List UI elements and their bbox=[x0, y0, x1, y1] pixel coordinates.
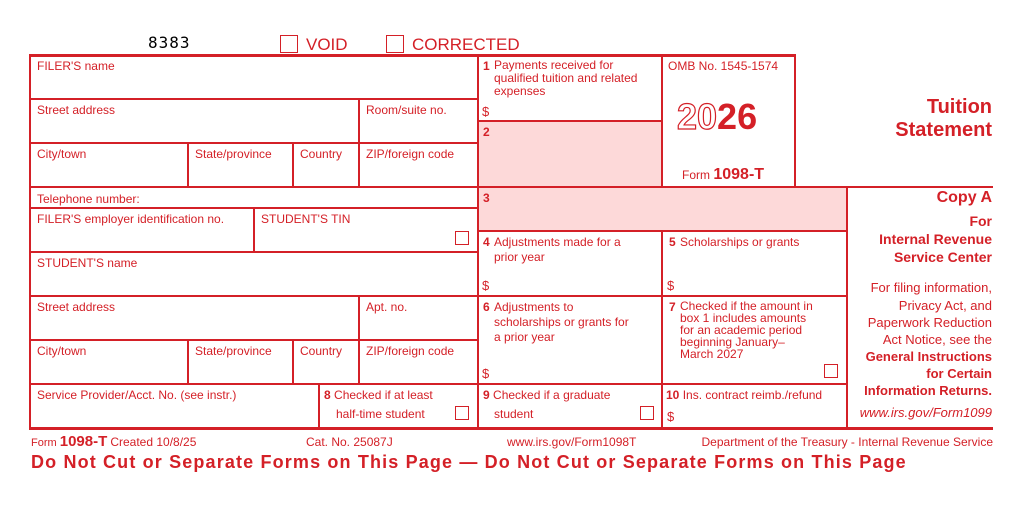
copy-gi-3: Information Returns. bbox=[864, 383, 992, 398]
filer-phone-label: Telephone number: bbox=[37, 192, 140, 206]
copy-info-3: Paperwork Reduction bbox=[867, 315, 992, 330]
filer-state-label: State/province bbox=[195, 147, 272, 161]
copy-gi-2: for Certain bbox=[926, 366, 992, 381]
divider bbox=[358, 142, 360, 188]
box-4-number: 4 bbox=[483, 235, 490, 249]
box-6-label: Adjustments to scholarships or grants for a prior year bbox=[494, 300, 629, 344]
tax-year bbox=[677, 96, 758, 137]
copy-gi-1: General Instructions bbox=[865, 349, 992, 364]
footer-url[interactable]: www.irs.gov/Form1098T bbox=[507, 435, 637, 449]
footer-dept: Department of the Treasury - Internal Revenue Service bbox=[701, 435, 993, 449]
frame-left-line bbox=[29, 54, 31, 428]
box-9-number: 9 bbox=[483, 388, 490, 402]
student-tin-checkbox[interactable] bbox=[455, 231, 469, 245]
student-country-label: Country bbox=[300, 344, 343, 358]
divider bbox=[477, 54, 479, 428]
footer-form bbox=[31, 433, 196, 450]
footer-created: Created 10/8/25 bbox=[110, 435, 197, 449]
box-7-checkbox[interactable] bbox=[824, 364, 838, 378]
frame-bottom-line bbox=[29, 427, 993, 430]
divider bbox=[29, 339, 479, 341]
filer-room-label: Room/suite no. bbox=[366, 103, 447, 117]
divider bbox=[477, 383, 848, 385]
student-zip-label: ZIP/foreign code bbox=[366, 344, 455, 358]
divider bbox=[846, 186, 848, 428]
filer-zip-label: ZIP/foreign code bbox=[366, 147, 455, 161]
box-4-dollar: $ bbox=[482, 278, 490, 293]
box-8-checkbox[interactable] bbox=[455, 406, 469, 420]
copy-info-4: Act Notice, see the bbox=[882, 332, 992, 347]
box-2-shade bbox=[479, 120, 662, 186]
box-7-label: Checked if the amount in box 1 includes amounts for an academic period beginning January– March 2027 bbox=[680, 299, 813, 361]
box-6-number: 6 bbox=[483, 300, 490, 314]
filer-street-label: Street address bbox=[37, 103, 116, 117]
divider bbox=[358, 339, 360, 385]
copy-url[interactable]: www.irs.gov/Form1099 bbox=[859, 405, 992, 420]
divider bbox=[292, 142, 294, 188]
divider bbox=[318, 383, 320, 429]
divider bbox=[187, 142, 189, 188]
void-checkbox[interactable] bbox=[280, 35, 298, 53]
form-number: 1098-T bbox=[713, 166, 765, 183]
box-10-label bbox=[666, 388, 822, 402]
service-provider-label: Service Provider/Acct. No. (see instr.) bbox=[37, 388, 237, 402]
box-3-number: 3 bbox=[483, 191, 490, 205]
divider bbox=[29, 98, 479, 100]
corrected-checkbox[interactable] bbox=[386, 35, 404, 53]
divider bbox=[358, 98, 360, 144]
divider bbox=[29, 186, 479, 188]
box-6-dollar: $ bbox=[482, 366, 490, 381]
student-name-label: STUDENT'S name bbox=[37, 256, 138, 270]
box-10-dollar: $ bbox=[667, 409, 675, 424]
copy-info-1: For filing information, bbox=[870, 280, 992, 295]
void-label: VOID bbox=[306, 35, 348, 54]
frame-top-line bbox=[29, 54, 795, 57]
copy-info-2: Privacy Act, and bbox=[898, 298, 992, 313]
box-8-text: Checked if at least bbox=[334, 388, 433, 402]
divider bbox=[477, 230, 848, 232]
box-8-number: 8 bbox=[324, 388, 331, 402]
footer-cat-no: Cat. No. 25087J bbox=[306, 435, 393, 449]
divider bbox=[29, 383, 479, 385]
divider bbox=[29, 142, 479, 144]
do-not-cut-warning: Do Not Cut or Separate Forms on This Page — Do Not Cut or Separate Forms on This Page bbox=[31, 452, 907, 472]
filer-city-label: City/town bbox=[37, 147, 87, 161]
divider bbox=[29, 295, 479, 297]
tax-year-outline: 20 bbox=[677, 96, 718, 137]
box-1-label: Payments received for qualified tuition and related expenses bbox=[494, 58, 638, 98]
box-1-dollar: $ bbox=[482, 104, 490, 119]
divider bbox=[661, 230, 663, 428]
tax-year-bold: 26 bbox=[717, 96, 758, 137]
omb-number: OMB No. 1545-1574 bbox=[668, 59, 779, 73]
box-4-label: Adjustments made for a prior year bbox=[494, 235, 621, 264]
form-title-line1: Tuition bbox=[926, 96, 992, 118]
box-9-checkbox[interactable] bbox=[640, 406, 654, 420]
form-title-line2: Statement bbox=[895, 119, 992, 141]
box-9-label bbox=[483, 388, 610, 402]
copy-a-label: Copy A bbox=[936, 189, 992, 206]
box-9-text: Checked if a graduate bbox=[493, 388, 611, 402]
box-3-shade bbox=[479, 186, 847, 230]
student-apt-label: Apt. no. bbox=[366, 300, 408, 314]
student-state-label: State/province bbox=[195, 344, 272, 358]
footer-form-number: 1098-T bbox=[59, 433, 108, 450]
divider bbox=[477, 295, 848, 297]
box-10-text: Ins. contract reimb./refund bbox=[682, 388, 823, 402]
box-5-number: 5 bbox=[669, 235, 676, 249]
divider bbox=[477, 186, 993, 188]
box-9-text-2: student bbox=[494, 407, 534, 421]
divider bbox=[794, 54, 796, 188]
divider bbox=[477, 120, 663, 122]
box-8-text-2: half-time student bbox=[336, 407, 425, 421]
student-tin-label: STUDENT'S TIN bbox=[261, 212, 351, 226]
form-code: 8383 bbox=[148, 33, 191, 52]
form-number-label bbox=[682, 166, 764, 184]
footer-form-word: Form bbox=[31, 437, 57, 449]
box-7-number: 7 bbox=[669, 300, 676, 314]
copy-for: For bbox=[969, 213, 992, 229]
box-10-number: 10 bbox=[666, 388, 680, 402]
box-5-label: Scholarships or grants bbox=[680, 235, 800, 249]
corrected-label: CORRECTED bbox=[412, 35, 520, 54]
filer-country-label: Country bbox=[300, 147, 343, 161]
copy-irs-line1: Internal Revenue bbox=[879, 231, 992, 247]
divider bbox=[253, 207, 255, 253]
filer-ein-label: FILER'S employer identification no. bbox=[37, 212, 225, 226]
divider bbox=[187, 339, 189, 385]
copy-irs-line2: Service Center bbox=[893, 249, 992, 265]
box-1-number: 1 bbox=[483, 59, 490, 73]
form-word: Form bbox=[682, 168, 710, 182]
filer-name-label: FILER'S name bbox=[37, 59, 115, 73]
divider bbox=[292, 339, 294, 385]
student-city-label: City/town bbox=[37, 344, 87, 358]
divider bbox=[358, 295, 360, 341]
box-8-label bbox=[324, 388, 433, 402]
box-5-dollar: $ bbox=[667, 278, 675, 293]
student-street-label: Street address bbox=[37, 300, 116, 314]
box-2-number: 2 bbox=[483, 125, 490, 139]
